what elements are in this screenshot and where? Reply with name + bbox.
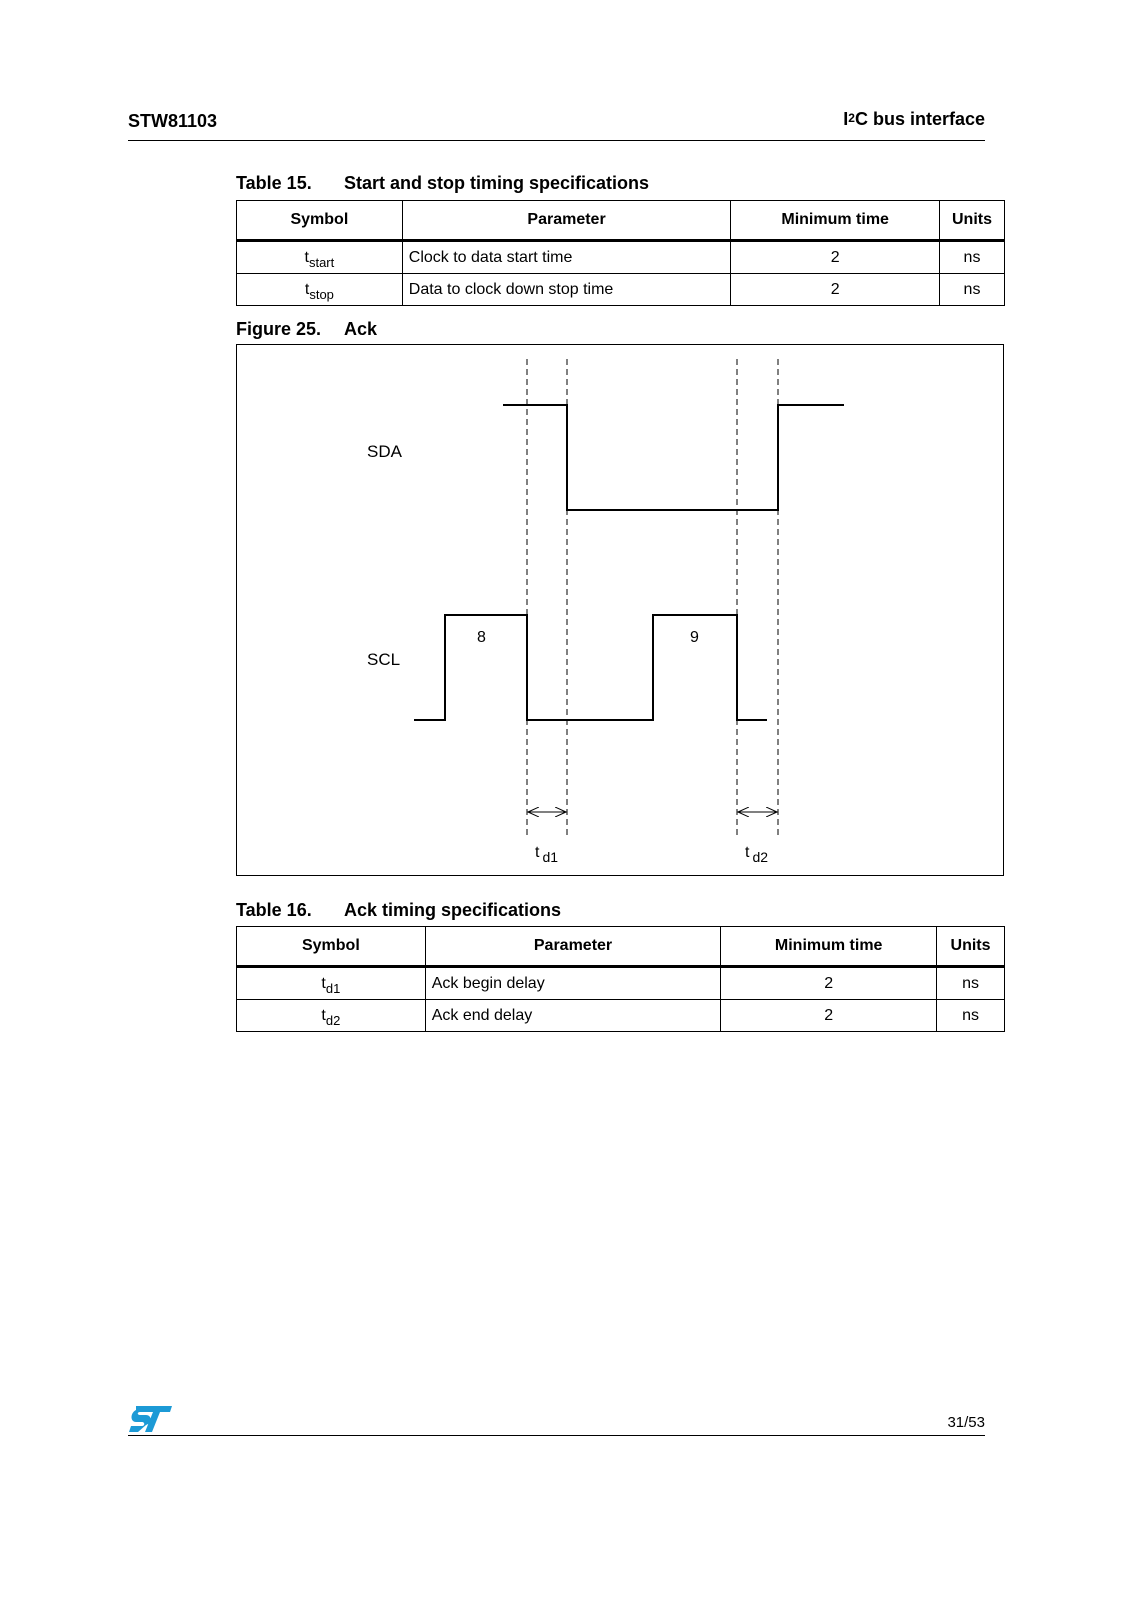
figure25-number: Figure 25. — [236, 319, 322, 339]
symbol-cell: $t_{d1}$ — [237, 967, 426, 1000]
symbol-cell: $t_{d2}$ — [237, 1000, 426, 1032]
ack-timing-svg — [237, 345, 1005, 877]
td2-label: t d2 — [745, 844, 769, 865]
scl-waveform — [414, 615, 767, 720]
units-cell: ns — [937, 967, 1005, 1000]
col-symbol: Symbol — [237, 201, 403, 241]
header-rule — [128, 140, 985, 141]
min-time-cell: 2 — [731, 274, 940, 306]
document-id: STW81103 — [128, 111, 218, 131]
figure25-title: Ack — [344, 319, 378, 339]
table16-number: Table 16. — [236, 900, 312, 920]
table16-caption — [236, 900, 561, 921]
page-number: 31/53 — [947, 1414, 985, 1431]
col-minimum-time: Minimum time — [731, 201, 940, 241]
min-time-cell: 2 — [721, 1000, 937, 1032]
table15-title: Start and stop timing specifications — [344, 173, 650, 193]
parameter-cell: Data to clock down stop time — [402, 274, 731, 306]
scl-label: SCL — [367, 650, 401, 669]
st-logo-icon — [128, 1405, 174, 1438]
footer-rule — [128, 1435, 985, 1436]
clock-pulse-9-label: 9 — [690, 629, 699, 646]
parameter-cell: Ack begin delay — [425, 967, 721, 1000]
table15-number: Table 15. — [236, 173, 312, 193]
min-time-cell: 2 — [731, 241, 940, 274]
td1-label: t d1 — [535, 844, 559, 865]
table-row — [237, 241, 1005, 274]
sda-label: SDA — [367, 442, 402, 461]
col-units: Units — [937, 927, 1005, 967]
units-cell: ns — [940, 274, 1005, 306]
col-minimum-time: Minimum time — [721, 927, 937, 967]
col-parameter: Parameter — [402, 201, 731, 241]
sda-waveform — [503, 405, 844, 510]
table16 — [236, 926, 1005, 1032]
clock-pulse-8-label: 8 — [477, 629, 486, 646]
symbol-cell: $t_{start}$ — [237, 241, 403, 274]
units-cell: ns — [937, 1000, 1005, 1032]
col-units: Units — [940, 201, 1005, 241]
parameter-cell: Ack end delay — [425, 1000, 721, 1032]
section-title: $I^2C$ bus interface — [843, 109, 985, 129]
units-cell: ns — [940, 241, 1005, 274]
table-row — [237, 274, 1005, 306]
col-symbol: Symbol — [237, 927, 426, 967]
parameter-cell: Clock to data start time — [402, 241, 731, 274]
ack-timing-diagram — [236, 344, 1004, 876]
table15-header-row — [237, 201, 1005, 241]
figure25-caption — [236, 319, 377, 340]
col-parameter: Parameter — [425, 927, 721, 967]
table-row — [237, 1000, 1005, 1032]
guide-lines — [527, 359, 778, 835]
table15 — [236, 200, 1005, 306]
table15-caption — [236, 173, 649, 194]
symbol-cell: $t_{stop}$ — [237, 274, 403, 306]
table-row — [237, 967, 1005, 1000]
min-time-cell: 2 — [721, 967, 937, 1000]
table16-title: Ack timing specifications — [344, 900, 562, 920]
table16-header-row — [237, 927, 1005, 967]
